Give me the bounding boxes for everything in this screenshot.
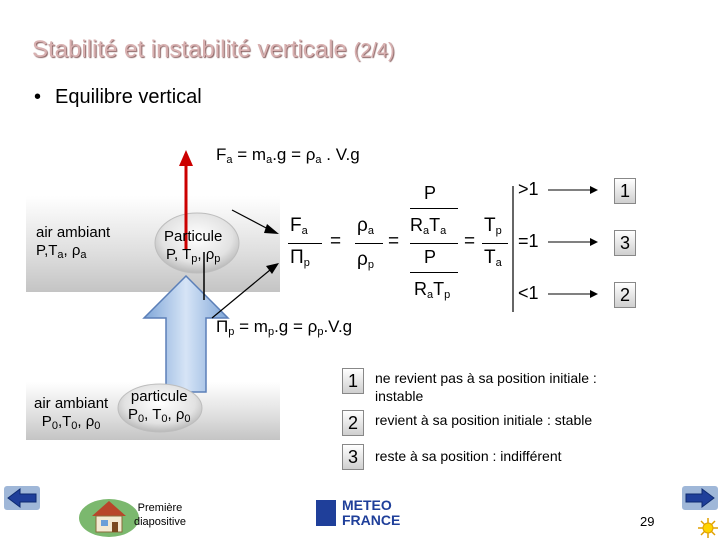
legend-num-2: 2: [342, 410, 364, 436]
eq-frac3-bar: [410, 243, 458, 244]
eq-frac1-num: $F_a$: [290, 215, 308, 237]
legend-num-1: 1: [342, 368, 364, 394]
lower-ambient-text: [34, 395, 108, 433]
slide-title-part: (2/4): [353, 40, 395, 62]
eq-frac4-num: $T_p$: [484, 215, 502, 237]
eq-equals-2: =: [388, 231, 400, 252]
case-arrowhead-3: [590, 238, 598, 246]
legend-text-3: reste à sa position : indifférent: [375, 448, 562, 464]
arrow-left-icon[interactable]: [4, 486, 40, 510]
eq-equals-1: =: [330, 231, 342, 252]
case-num-2: 2: [614, 282, 636, 308]
eq-frac4-bar: [482, 243, 508, 244]
lower-ambient-label: air ambiant: [34, 395, 109, 412]
upper-particle-label: Particule: [164, 228, 223, 245]
force-archimedes-label: $F_a = m_a.g = \rho_a$ . V.g: [216, 145, 360, 166]
eq-frac3-bar-bottom: [410, 272, 458, 273]
eq-equals-3: =: [464, 231, 476, 252]
case-num-1: 1: [614, 178, 636, 204]
archimedes-arrowhead: [179, 150, 193, 166]
eq-frac2-bar: [355, 243, 383, 244]
force-weight-label: $\Pi_p = m_p.g = \rho_p.V.g$: [216, 317, 353, 338]
bullet-dot: •: [34, 86, 42, 108]
eq-frac2-num: $\rho_a$: [357, 215, 374, 237]
lower-particle-label: particule: [130, 388, 188, 405]
eq-frac1-den: $\Pi_p$: [290, 247, 310, 269]
page-number: 29: [640, 514, 655, 529]
case-num-3: 3: [614, 230, 636, 256]
eq-frac1-bar: [288, 243, 322, 244]
arrow-right-icon[interactable]: [682, 486, 718, 510]
upper-ambient-text: [36, 224, 110, 262]
home-button[interactable]: [78, 494, 140, 538]
case-arrowhead-1: [590, 186, 598, 194]
upper-particle-vars: P, $T_p$, $\rho_p$: [165, 246, 221, 265]
case-cond-1: >1: [518, 179, 539, 199]
eq-frac3-den: P: [424, 247, 437, 267]
lower-ambient-vars: $P_0,T_0$, $\rho_0$: [41, 413, 101, 432]
legend-text-1: ne revient pas à sa position initiale : instable: [375, 370, 597, 404]
logo-line1: METEO: [342, 497, 392, 513]
eq-frac3-bot: $R_aT_p$: [414, 279, 451, 301]
upper-particle-text: [164, 228, 222, 266]
eq-frac3-bar-top: [410, 208, 458, 209]
meteo-france-logo: [316, 498, 408, 528]
case-cond-3: =1: [518, 231, 539, 251]
eq-frac4-den: $T_a$: [484, 247, 502, 269]
bullet-text: Equilibre vertical: [55, 86, 202, 108]
lower-particle-text: [128, 388, 191, 426]
case-arrowhead-2: [590, 290, 598, 298]
logo-mark-icon: [316, 500, 336, 526]
sun-icon: [698, 518, 718, 538]
slide-title-main: Stabilité et instabilité verticale: [32, 36, 347, 63]
legend-text-2: revient à sa position initiale : stable: [375, 412, 593, 428]
eq-frac3-num: P: [424, 183, 437, 203]
lower-particle-vars: $P_0$, $T_0$, $\rho_0$: [128, 406, 191, 425]
house-icon: [78, 494, 140, 538]
upper-ambient-label: air ambiant: [36, 224, 111, 241]
upper-ambient-vars: $P,T_a$, $\rho_a$: [36, 242, 87, 261]
home-label[interactable]: Première diapositive: [134, 502, 186, 528]
case-cond-2: <1: [518, 283, 539, 303]
legend-num-3: 3: [342, 444, 364, 470]
logo-text: [342, 498, 400, 527]
eq-frac2-den: $\rho_p$: [357, 249, 374, 271]
logo-line2: FRANCE: [342, 511, 401, 528]
eq-frac3-mid: $R_aT_a$: [410, 215, 447, 237]
